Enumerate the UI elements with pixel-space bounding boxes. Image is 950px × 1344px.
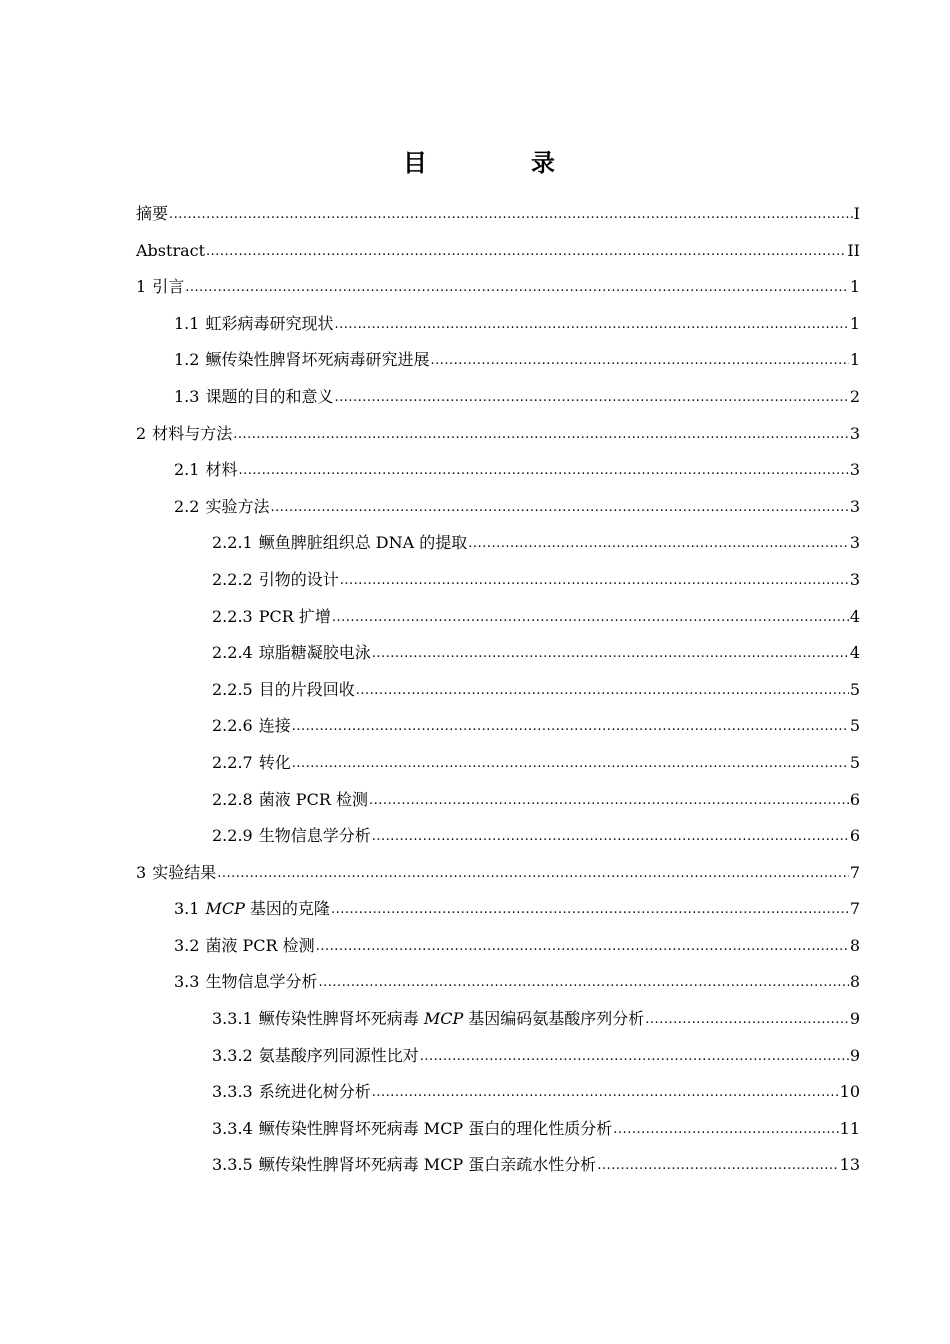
toc-entry-text: 引言	[152, 277, 185, 297]
toc-entry-label	[212, 525, 467, 561]
toc-entry-number: 2.2.4	[212, 643, 253, 663]
toc-entry-number: 2.2	[174, 496, 200, 516]
toc-entry-label	[136, 233, 205, 269]
toc-entry-1[interactable]	[136, 269, 860, 306]
toc-dot-leader	[217, 856, 849, 892]
toc-entry-text: 氨基酸序列同源性比对	[258, 1045, 419, 1065]
toc-entry-number: 3	[136, 862, 147, 882]
toc-entry-2.2.9[interactable]	[136, 818, 860, 855]
toc-entry-number: 3.3	[174, 972, 200, 992]
toc-entry-text: 实验结果	[152, 862, 217, 882]
toc-dot-leader	[369, 783, 849, 819]
toc-entry-number: 2.1	[174, 460, 200, 480]
toc-entry-label	[212, 1111, 612, 1147]
toc-entry-label	[212, 708, 291, 744]
toc-entry-text: 连接	[258, 716, 291, 736]
toc-entry-1.3[interactable]	[136, 379, 860, 416]
toc-entry-text: 生物信息学分析	[258, 826, 371, 846]
toc-entry-3.3.2[interactable]	[136, 1038, 860, 1075]
toc-dot-leader	[613, 1112, 838, 1148]
toc-dot-leader	[430, 343, 848, 379]
toc-entry-number: 2	[136, 423, 147, 443]
toc-entry-label	[174, 928, 315, 964]
toc-entry-2.2.4[interactable]	[136, 635, 860, 672]
toc-entry-text: 鳜传染性脾肾坏死病毒 MCP 蛋白的理化性质分析	[258, 1118, 613, 1138]
toc-entry-3.3.4[interactable]	[136, 1111, 860, 1148]
toc-entry-number: 3.1	[174, 899, 200, 919]
toc-entry-1.2[interactable]	[136, 342, 860, 379]
toc-entry-number: 3.2	[174, 935, 200, 955]
toc-dot-leader	[332, 600, 849, 636]
toc-entry-number: 2.2.5	[212, 679, 253, 699]
toc-entry-text: 实验方法	[205, 496, 270, 516]
toc-entry-label	[212, 1038, 419, 1074]
toc-entry-number: 2.2.6	[212, 716, 253, 736]
toc-page-number: 9	[849, 1045, 860, 1065]
toc-entry-3.1[interactable]	[136, 891, 860, 928]
toc-entry-text-suffix: 基因的克隆	[244, 899, 330, 919]
toc-page-number: I	[853, 204, 860, 223]
toc-entry-label	[174, 306, 333, 342]
toc-entry-text: 系统进化树分析	[258, 1082, 371, 1102]
toc-entry-2.2.2[interactable]	[136, 562, 860, 599]
toc-page-number: 3	[849, 569, 860, 589]
toc-dot-leader	[356, 673, 849, 709]
toc-entry-number: 3.3.4	[212, 1118, 253, 1138]
toc-dot-leader	[318, 965, 848, 1001]
toc-entry-number: 2.2.8	[212, 789, 253, 809]
toc-dot-leader	[270, 490, 848, 526]
toc-page-number: 3	[849, 496, 860, 516]
toc-dot-leader	[372, 1075, 839, 1111]
toc-page-number: 13	[839, 1155, 860, 1175]
toc-entry-number: 3.3.3	[212, 1082, 253, 1102]
toc-page-number: 6	[849, 789, 860, 809]
toc-entry-text: PCR 扩增	[258, 606, 331, 626]
toc-entry-3.3.5[interactable]	[136, 1147, 860, 1184]
toc-entry-number: 3.3.2	[212, 1045, 253, 1065]
toc-entry-number: 1.2	[174, 350, 200, 370]
toc-entry-gene-name: MCP	[205, 899, 245, 919]
toc-entry-text: 材料与方法	[152, 423, 233, 443]
toc-entry-number: 2.2.9	[212, 826, 253, 846]
toc-dot-leader	[169, 197, 853, 233]
toc-dot-leader	[233, 417, 849, 453]
toc-entry-3.3[interactable]	[136, 964, 860, 1001]
toc-entry-text: 目的片段回收	[258, 679, 355, 699]
toc-dot-leader	[316, 929, 849, 965]
toc-dot-leader	[206, 234, 846, 270]
toc-entry-gene-name: MCP	[423, 1009, 464, 1029]
toc-dot-leader	[597, 1148, 838, 1184]
toc-entry-text: 菌液 PCR 检测	[205, 935, 315, 955]
toc-page-number: 5	[849, 679, 860, 699]
toc-page-number: 1	[849, 313, 860, 333]
toc-entry-text-suffix: 基因编码氨基酸序列分析	[463, 1009, 645, 1029]
toc-dot-leader	[372, 819, 849, 855]
page-title: 目 录	[403, 149, 595, 177]
toc-dot-leader	[334, 307, 848, 343]
toc-entry-1.1[interactable]	[136, 306, 860, 343]
toc-entry-label	[212, 1001, 644, 1037]
toc-page-number: 3	[849, 533, 860, 553]
toc-entry-label	[174, 342, 429, 378]
toc-entry-text: Abstract	[136, 240, 206, 260]
toc-entry-2.2.8[interactable]	[136, 782, 860, 819]
toc-entry-label	[212, 635, 371, 671]
toc-entry-text: 转化	[258, 752, 291, 772]
toc-page-number: 8	[849, 935, 860, 955]
toc-entry-text: 摘要	[136, 204, 169, 223]
toc-entry-text: 琼脂糖凝胶电泳	[258, 643, 371, 663]
toc-entry-摘要[interactable]	[136, 196, 860, 233]
table-of-contents	[136, 196, 860, 1184]
toc-entry-text: 鳜传染性脾肾坏死病毒 MCP 蛋白亲疏水性分析	[258, 1155, 597, 1175]
toc-dot-leader	[185, 270, 849, 306]
toc-entry-text: 材料	[205, 460, 238, 480]
toc-entry-number: 1.3	[174, 386, 200, 406]
toc-entry-number: 2.2.7	[212, 752, 253, 772]
toc-page-number: 2	[849, 386, 860, 406]
toc-entry-label	[174, 964, 317, 1000]
toc-entry-label	[212, 562, 339, 598]
toc-entry-2.2.5[interactable]	[136, 672, 860, 709]
toc-dot-leader	[420, 1039, 849, 1075]
toc-entry-label	[136, 196, 168, 232]
toc-entry-2.2[interactable]	[136, 489, 860, 526]
toc-entry-label	[212, 599, 331, 635]
toc-entry-label	[174, 379, 333, 415]
toc-page-number: 8	[849, 972, 860, 992]
toc-entry-2.2.6[interactable]	[136, 708, 860, 745]
toc-page-number: 5	[849, 716, 860, 736]
toc-page-number: 9	[849, 1009, 860, 1029]
toc-page-number: 6	[849, 826, 860, 846]
toc-entry-text: 引物的设计	[258, 569, 339, 589]
toc-entry-label	[212, 1147, 596, 1183]
toc-page-number: 5	[849, 752, 860, 772]
toc-page-number: 3	[849, 423, 860, 443]
toc-entry-number: 1	[136, 277, 147, 297]
toc-entry-label	[174, 891, 330, 927]
toc-dot-leader	[292, 746, 849, 782]
toc-entry-3.2[interactable]	[136, 928, 860, 965]
toc-page-number: 11	[839, 1118, 860, 1138]
toc-dot-leader	[468, 526, 849, 562]
toc-entry-Abstract[interactable]	[136, 233, 860, 270]
toc-entry-label	[212, 672, 355, 708]
toc-dot-leader	[645, 1002, 849, 1038]
toc-page-number: 4	[849, 643, 860, 663]
toc-dot-leader	[334, 380, 848, 416]
toc-entry-text: 课题的目的和意义	[205, 386, 334, 406]
toc-entry-label	[212, 1074, 371, 1110]
toc-entry-label	[212, 782, 368, 818]
toc-entry-text: 生物信息学分析	[205, 972, 318, 992]
toc-entry-text: 菌液 PCR 检测	[258, 789, 368, 809]
toc-entry-2.2.1[interactable]	[136, 525, 860, 562]
toc-dot-leader	[331, 892, 849, 928]
toc-page-number: 10	[839, 1082, 860, 1102]
toc-entry-text: 鳜鱼脾脏组织总 DNA 的提取	[258, 533, 468, 553]
toc-entry-text: 虹彩病毒研究现状	[205, 313, 334, 333]
toc-dot-leader	[292, 709, 849, 745]
toc-entry-label	[212, 818, 371, 854]
toc-entry-label	[136, 855, 216, 891]
toc-entry-number: 3.3.5	[212, 1155, 253, 1175]
toc-page-number: 7	[849, 862, 860, 882]
toc-entry-number: 2.2.1	[212, 533, 253, 553]
toc-entry-2.2.7[interactable]	[136, 745, 860, 782]
toc-entry-text: 鳜传染性脾肾坏死病毒研究进展	[205, 350, 430, 370]
toc-entry-2.1[interactable]	[136, 452, 860, 489]
toc-entry-number: 2.2.3	[212, 606, 253, 626]
toc-entry-2[interactable]	[136, 416, 860, 453]
toc-entry-label	[212, 745, 291, 781]
toc-page-number: II	[847, 240, 860, 260]
toc-entry-label	[136, 416, 232, 452]
toc-entry-number: 1.1	[174, 313, 200, 333]
toc-dot-leader	[372, 636, 849, 672]
toc-page-number: 3	[849, 460, 860, 480]
toc-entry-2.2.3[interactable]	[136, 599, 860, 636]
toc-entry-text: 鳜传染性脾肾坏死病毒	[258, 1009, 424, 1029]
toc-entry-3.3.1[interactable]	[136, 1001, 860, 1038]
toc-page-number: 7	[849, 899, 860, 919]
toc-entry-3.3.3[interactable]	[136, 1074, 860, 1111]
toc-page-number: 4	[849, 606, 860, 626]
toc-dot-leader	[238, 453, 848, 489]
toc-entry-label	[174, 489, 269, 525]
toc-entry-number: 3.3.1	[212, 1009, 253, 1029]
toc-page-number: 1	[849, 277, 860, 297]
toc-entry-label	[174, 452, 237, 488]
toc-page-number: 1	[849, 350, 860, 370]
toc-dot-leader	[340, 563, 849, 599]
toc-entry-number: 2.2.2	[212, 569, 253, 589]
toc-entry-3[interactable]	[136, 855, 860, 892]
toc-entry-label	[136, 269, 184, 305]
